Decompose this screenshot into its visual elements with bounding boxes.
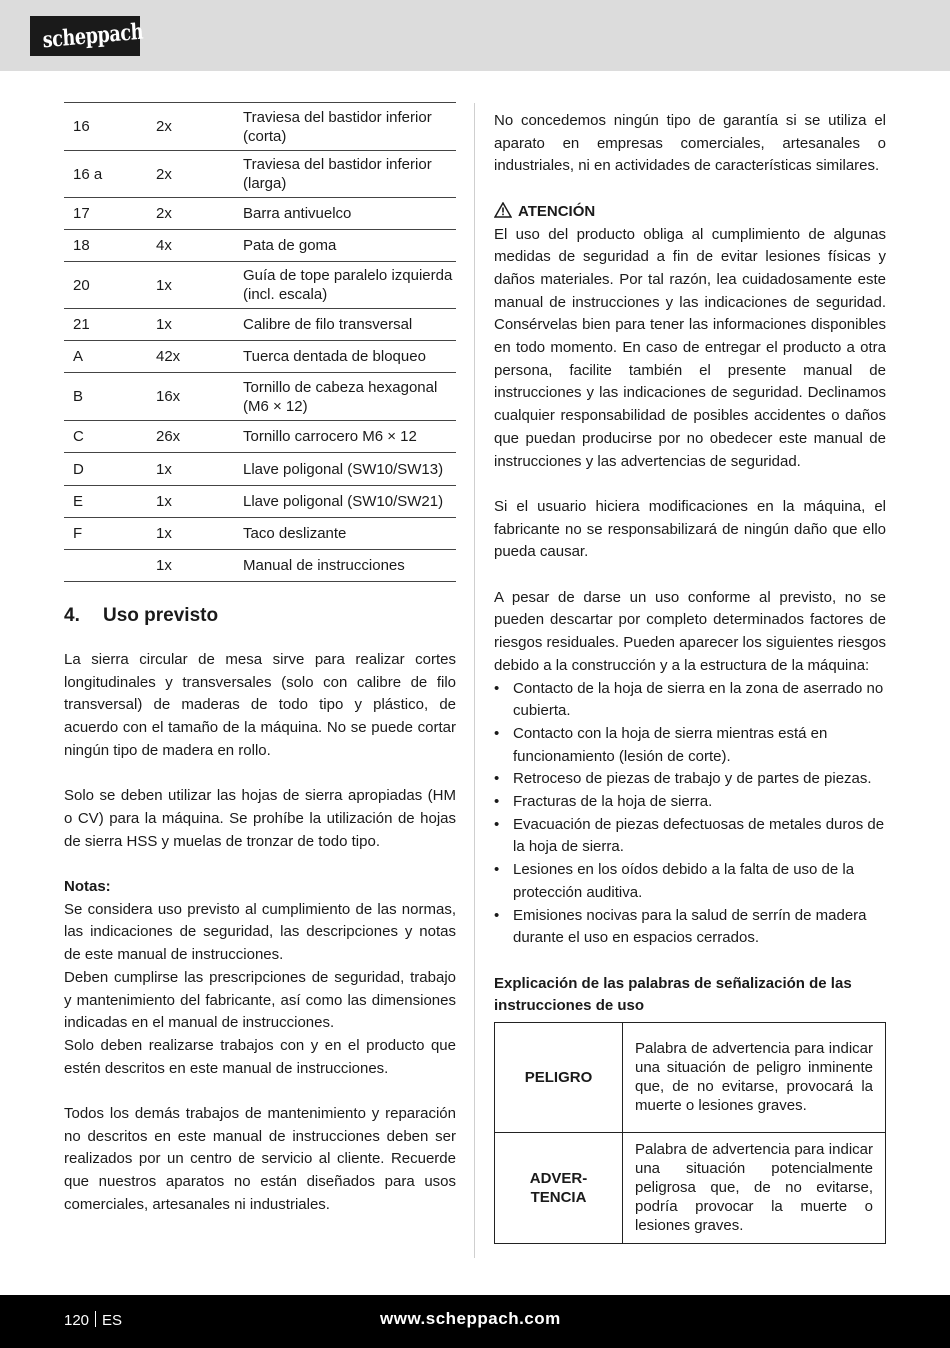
part-desc: Guía de tope paralelo izquierda (incl. escala)	[243, 262, 456, 309]
section-body	[64, 649, 456, 1217]
part-id: 16 a	[64, 151, 146, 198]
part-id: C	[64, 421, 146, 453]
part-desc: Calibre de filo transversal	[243, 309, 456, 341]
page-footer	[0, 1295, 950, 1348]
paragraph: Deben cumplirse las prescripciones de seguridad, trabajo y mantenimiento del fabricante, así como las dimensiones indicadas en el manual de instrucciones.	[64, 968, 456, 1032]
table-row	[64, 103, 456, 151]
paragraph: A pesar de darse un uso conforme al previsto, no se pueden descartar por completo determinados factores de riesgos residuales. Pueden aparecer los siguientes riesgos debido a la construcción y a la estructura de la máquina:	[494, 588, 886, 674]
list-item: • Evacuación de piezas defectuosas de metales duros de la hoja de sierra.	[494, 814, 886, 859]
table-row	[64, 262, 456, 309]
part-qty: 1x	[146, 262, 243, 309]
signal-words-heading: Explicación de las palabras de señalización de las instrucciones de uso	[494, 974, 852, 1015]
section-heading	[64, 605, 456, 627]
part-id: E	[64, 486, 146, 518]
list-item: • Lesiones en los oídos debido a la falta de uso de la protección auditiva.	[494, 859, 886, 904]
part-id: D	[64, 453, 146, 486]
column-divider	[474, 103, 475, 1258]
paragraph: La sierra circular de mesa sirve para realizar cortes longitudinales y transversales (solo con calibre de filo transversal) de maderas de todo tipo y plástico, de acuerdo con el tamaño de la máquina. No se puede cortar ningún tipo de madera en rollo.	[64, 651, 456, 759]
part-id: F	[64, 518, 146, 550]
page-header	[0, 0, 950, 71]
part-desc: Llave poligonal (SW10/SW13)	[243, 453, 456, 486]
table-row	[495, 1023, 886, 1133]
paragraph: Se considera uso previsto al cumplimiento de las normas, las indicaciones de seguridad, las descripciones y notas de este manual de instrucciones.	[64, 900, 456, 964]
table-row	[64, 230, 456, 262]
table-row	[64, 518, 456, 550]
part-qty: 1x	[146, 309, 243, 341]
table-row	[64, 373, 456, 421]
part-id: B	[64, 373, 146, 421]
part-id	[64, 550, 146, 582]
table-row	[64, 486, 456, 518]
list-item: • Contacto con la hoja de sierra mientras está en funcionamiento (lesión de corte).	[494, 723, 886, 768]
language-code: ES	[102, 1312, 123, 1329]
page-number	[64, 1311, 122, 1329]
part-qty: 42x	[146, 341, 243, 373]
table-row	[495, 1133, 886, 1244]
page-number-value: 120	[64, 1312, 90, 1329]
paragraph: Si el usuario hiciera modificaciones en la máquina, el fabricante no se responsabilizará de ningún daño que ello pueda causar.	[494, 497, 886, 561]
left-column	[64, 102, 456, 1217]
part-id: 20	[64, 262, 146, 309]
part-qty: 2x	[146, 151, 243, 198]
paragraph: Solo deben realizarse trabajos con y en el producto que estén descritos en este manual de instrucciones.	[64, 1036, 456, 1077]
part-qty: 2x	[146, 103, 243, 151]
part-desc: Pata de goma	[243, 230, 456, 262]
part-qty: 1x	[146, 453, 243, 486]
table-row	[64, 341, 456, 373]
website-url: www.scheppach.com	[380, 1309, 561, 1328]
part-id: A	[64, 341, 146, 373]
part-qty: 1x	[146, 550, 243, 582]
brand-logo: scheppach	[30, 16, 140, 56]
part-id: 16	[64, 103, 146, 151]
signal-word: ADVER- TENCIA	[495, 1133, 623, 1244]
part-qty: 1x	[146, 486, 243, 518]
paragraph: Solo se deben utilizar las hojas de sierra apropiadas (HM o CV) para la máquina. Se prohíbe la utilización de hojas de sierra HSS y muelas de tronzar de todo tipo.	[64, 787, 456, 850]
part-qty: 4x	[146, 230, 243, 262]
part-desc: Traviesa del bastidor inferior (larga)	[243, 151, 456, 198]
part-qty: 2x	[146, 198, 243, 230]
table-row	[64, 453, 456, 486]
part-desc: Taco deslizante	[243, 518, 456, 550]
table-row	[64, 198, 456, 230]
part-desc: Tuerca dentada de bloqueo	[243, 341, 456, 373]
list-item: • Retroceso de piezas de trabajo y de partes de piezas.	[494, 768, 886, 791]
part-id: 18	[64, 230, 146, 262]
list-item: • Contacto de la hoja de sierra en la zona de aserrado no cubierta.	[494, 678, 886, 723]
part-desc: Llave poligonal (SW10/SW21)	[243, 486, 456, 518]
part-id: 17	[64, 198, 146, 230]
part-desc: Barra antivuelco	[243, 198, 456, 230]
paragraph: Todos los demás trabajos de mantenimiento y reparación no descritos en este manual de instrucciones deben ser realizados por un centro de servicio al cliente. Recuerde que nuestros aparatos no están diseñados para usos comerciales, artesanales ni industriales.	[64, 1105, 456, 1213]
table-row	[64, 151, 456, 198]
table-row	[64, 550, 456, 582]
signal-words-table	[494, 1022, 886, 1244]
signal-description: Palabra de advertencia para indicar una situación potencialmente peligrosa que, de no evitarse, podría provocar la muerte o lesiones graves.	[623, 1133, 886, 1244]
attention-heading	[494, 201, 886, 224]
attention-label: ATENCIÓN	[518, 202, 596, 220]
part-desc: Manual de instrucciones	[243, 550, 456, 582]
signal-word: PELIGRO	[495, 1023, 623, 1133]
table-row	[64, 421, 456, 453]
parts-table	[64, 102, 456, 582]
section-title: Uso previsto	[103, 605, 219, 626]
signal-description: Palabra de advertencia para indicar una situación de peligro inminente que, de no evitarse, provocará la muerte o lesiones graves.	[623, 1023, 886, 1133]
warning-triangle-icon	[494, 202, 512, 218]
paragraph: El uso del producto obliga al cumplimiento de algunas medidas de seguridad a fin de evitar lesiones físicas y daños materiales. Por tal razón, lea cuidadosamente este manual de instrucciones y las indicaciones de seguridad. Consérvelas bien para tener las informaciones disponibles en todo momento. En caso de entregar el producto a otra persona, facilite también el presente manual de instrucciones y las indicaciones de seguridad. Declinamos cualquier responsabilidad de posibles accidentes o daños que puedan producirse por no obedecer este manual de instrucciones y las advertencias de seguridad.	[494, 225, 886, 470]
table-row	[64, 309, 456, 341]
part-desc: Tornillo carrocero M6 × 12	[243, 421, 456, 453]
list-item: • Emisiones nocivas para la salud de serrín de madera durante el uso en espacios cerrados.	[494, 905, 886, 950]
list-item: • Fracturas de la hoja de sierra.	[494, 791, 886, 814]
right-column	[494, 110, 886, 1244]
part-desc: Traviesa del bastidor inferior (corta)	[243, 103, 456, 151]
paragraph: No concedemos ningún tipo de garantía si se utiliza el aparato en empresas comerciales, artesanales o industriales, ni en actividades de características similares.	[494, 112, 886, 175]
section-number: 4.	[64, 605, 80, 626]
part-qty: 1x	[146, 518, 243, 550]
risk-list	[494, 678, 886, 950]
part-qty: 26x	[146, 421, 243, 453]
notes-label: Notas:	[64, 878, 111, 895]
part-id: 21	[64, 309, 146, 341]
part-qty: 16x	[146, 373, 243, 421]
part-desc: Tornillo de cabeza hexagonal (M6 × 12)	[243, 373, 456, 421]
